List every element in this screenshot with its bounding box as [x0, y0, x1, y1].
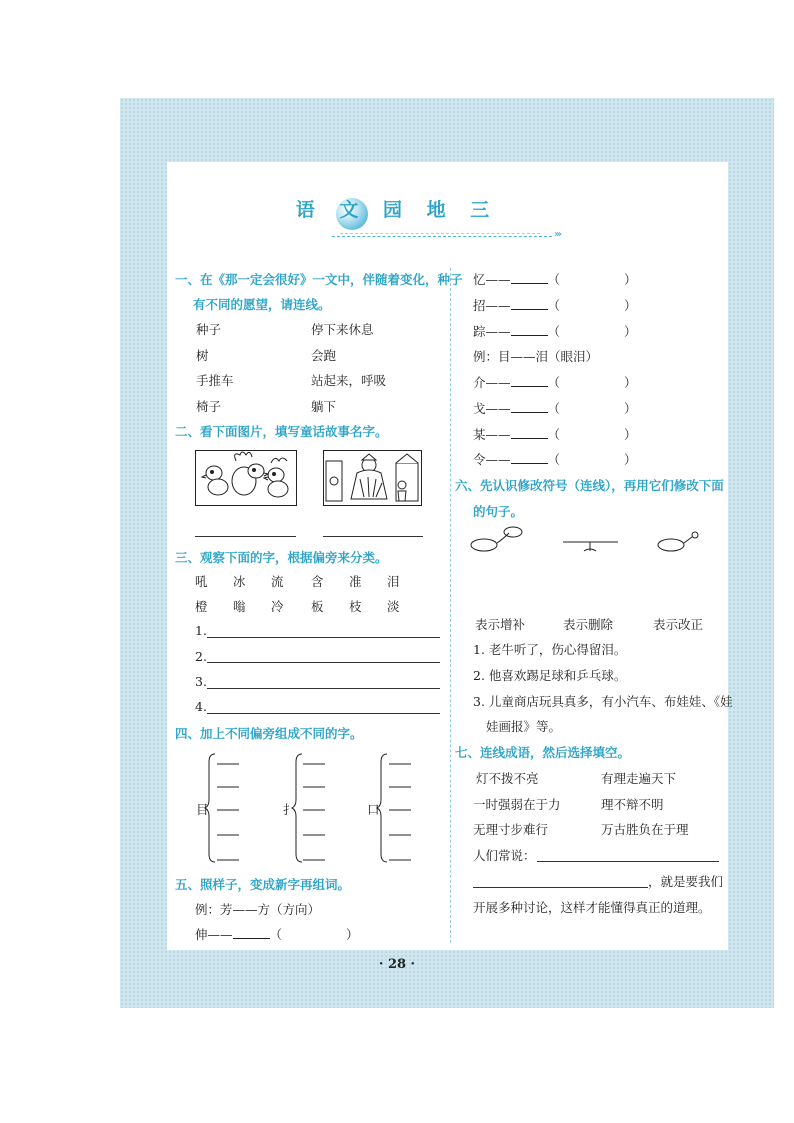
char-item: 准	[349, 574, 362, 589]
char-item: 淡	[387, 599, 400, 614]
title-underline	[340, 233, 540, 234]
symbol-label: 表示删除	[563, 617, 614, 632]
s5-item: 令—— （ ）	[473, 452, 637, 467]
symbol-label: 表示改正	[653, 617, 704, 632]
page-number: · 28 ·	[378, 957, 416, 972]
idiom-right: 理不辩不明	[601, 797, 664, 812]
title-underline-2	[332, 236, 552, 237]
item-number: 1.	[195, 623, 207, 638]
idiom-left: 一时强弱在于力	[473, 797, 561, 812]
radical-char: 口	[367, 802, 380, 817]
s5-example2: 例：目——泪（眼泪）	[473, 349, 599, 364]
section1-heading-cont: 有不同的愿望，请连线。	[193, 297, 331, 312]
column-divider	[450, 268, 451, 943]
answer-line[interactable]	[207, 713, 440, 714]
char-item: 嗡	[233, 599, 246, 614]
ducklings-picture	[195, 450, 297, 506]
section2-heading: 二、看下面图片，填写童话故事名字。	[175, 424, 388, 439]
s1-left-item: 椅子	[196, 399, 222, 414]
insert-mark-icon	[471, 539, 497, 551]
section3-heading: 三、观察下面的字，根据偏旁来分类。	[175, 550, 388, 565]
section4-heading: 四、加上不同偏旁组成不同的字。	[175, 726, 363, 741]
char-item: 冰	[233, 574, 246, 589]
correct-mark-icon	[658, 539, 684, 551]
page-title: 语 文 园 地 三	[295, 199, 499, 221]
fill-prompt: 人们常说：	[473, 848, 536, 863]
section6-heading-cont: 的句子。	[473, 504, 524, 519]
idiom-left: 灯不拨不亮	[476, 771, 539, 786]
s1-left-item: 手推车	[196, 373, 234, 388]
symbol-label: 表示增补	[475, 617, 526, 632]
brace-diagram	[195, 750, 445, 868]
char-item: 冷	[271, 599, 284, 614]
idiom-left: 无理寸步难行	[473, 822, 549, 837]
radical-char: 扌	[283, 802, 296, 817]
char-item: 含	[311, 574, 324, 589]
s5-item: 戈—— （ ）	[473, 401, 637, 416]
char-item: 泪	[387, 574, 400, 589]
answer-line[interactable]	[323, 536, 423, 537]
s1-right-item: 会跑	[311, 348, 337, 363]
answer-line[interactable]	[537, 861, 719, 862]
s5-item: 踪—— （ ）	[473, 324, 637, 339]
char-item: 枝	[349, 599, 362, 614]
section6-heading: 六、先认识修改符号（连线），再用它们修改下面	[455, 478, 724, 493]
s5-item: 忆—— （ ）	[473, 272, 637, 287]
title-arrows: ›››	[554, 229, 560, 240]
fill-tail: ，就是要我们	[648, 874, 724, 889]
answer-line[interactable]	[195, 536, 296, 537]
char-item: 板	[311, 599, 324, 614]
sentence: 3. 儿童商店玩具真多，有小汽车、布娃娃、《娃	[473, 694, 733, 709]
answer-line[interactable]	[207, 637, 440, 638]
section5-heading: 五、照样子，变成新字再组词。	[175, 877, 351, 892]
sentence: 1. 老牛听了，伤心得留泪。	[473, 642, 627, 657]
delete-mark-icon	[563, 542, 618, 551]
char-item: 橙	[195, 599, 208, 614]
edit-symbols	[468, 524, 708, 560]
s1-right-item: 站起来，呼吸	[311, 373, 387, 388]
s5-item: 伸—— （ ）	[195, 927, 359, 942]
section1-heading: 一、在《那一定会很好》一文中，伴随着变化，种子	[175, 272, 463, 287]
sentence-cont: 娃画报》等。	[486, 719, 562, 734]
section7-heading: 七、连线成语，然后选择填空。	[455, 745, 631, 760]
s1-right-item: 停下来休息	[311, 322, 374, 337]
s1-left-item: 种子	[196, 322, 222, 337]
radical-char: 目	[196, 802, 209, 817]
sentence: 2. 他喜欢踢足球和乒乓球。	[473, 668, 627, 683]
char-item: 流	[271, 574, 284, 589]
s5-item: 介—— （ ）	[473, 375, 637, 390]
idiom-right: 万古胜负在于理	[601, 822, 689, 837]
idiom-right: 有理走遍天下	[601, 771, 677, 786]
char-item: 吼	[195, 574, 208, 589]
answer-line[interactable]	[207, 662, 440, 663]
s1-right-item: 躺下	[311, 399, 337, 414]
answer-line[interactable]	[473, 887, 648, 888]
emperor-picture	[323, 450, 422, 506]
s1-left-item: 树	[196, 348, 209, 363]
item-number: 4.	[195, 699, 207, 714]
s5-example: 例：芳——方（方向）	[195, 902, 321, 917]
item-number: 3.	[195, 674, 207, 689]
s5-item: 某—— （ ）	[473, 427, 637, 442]
s5-item: 招—— （ ）	[473, 298, 637, 313]
answer-line[interactable]	[207, 688, 440, 689]
fill-tail-cont: 开展多种讨论，这样才能懂得真正的道理。	[473, 900, 711, 915]
item-number: 2.	[195, 649, 207, 664]
